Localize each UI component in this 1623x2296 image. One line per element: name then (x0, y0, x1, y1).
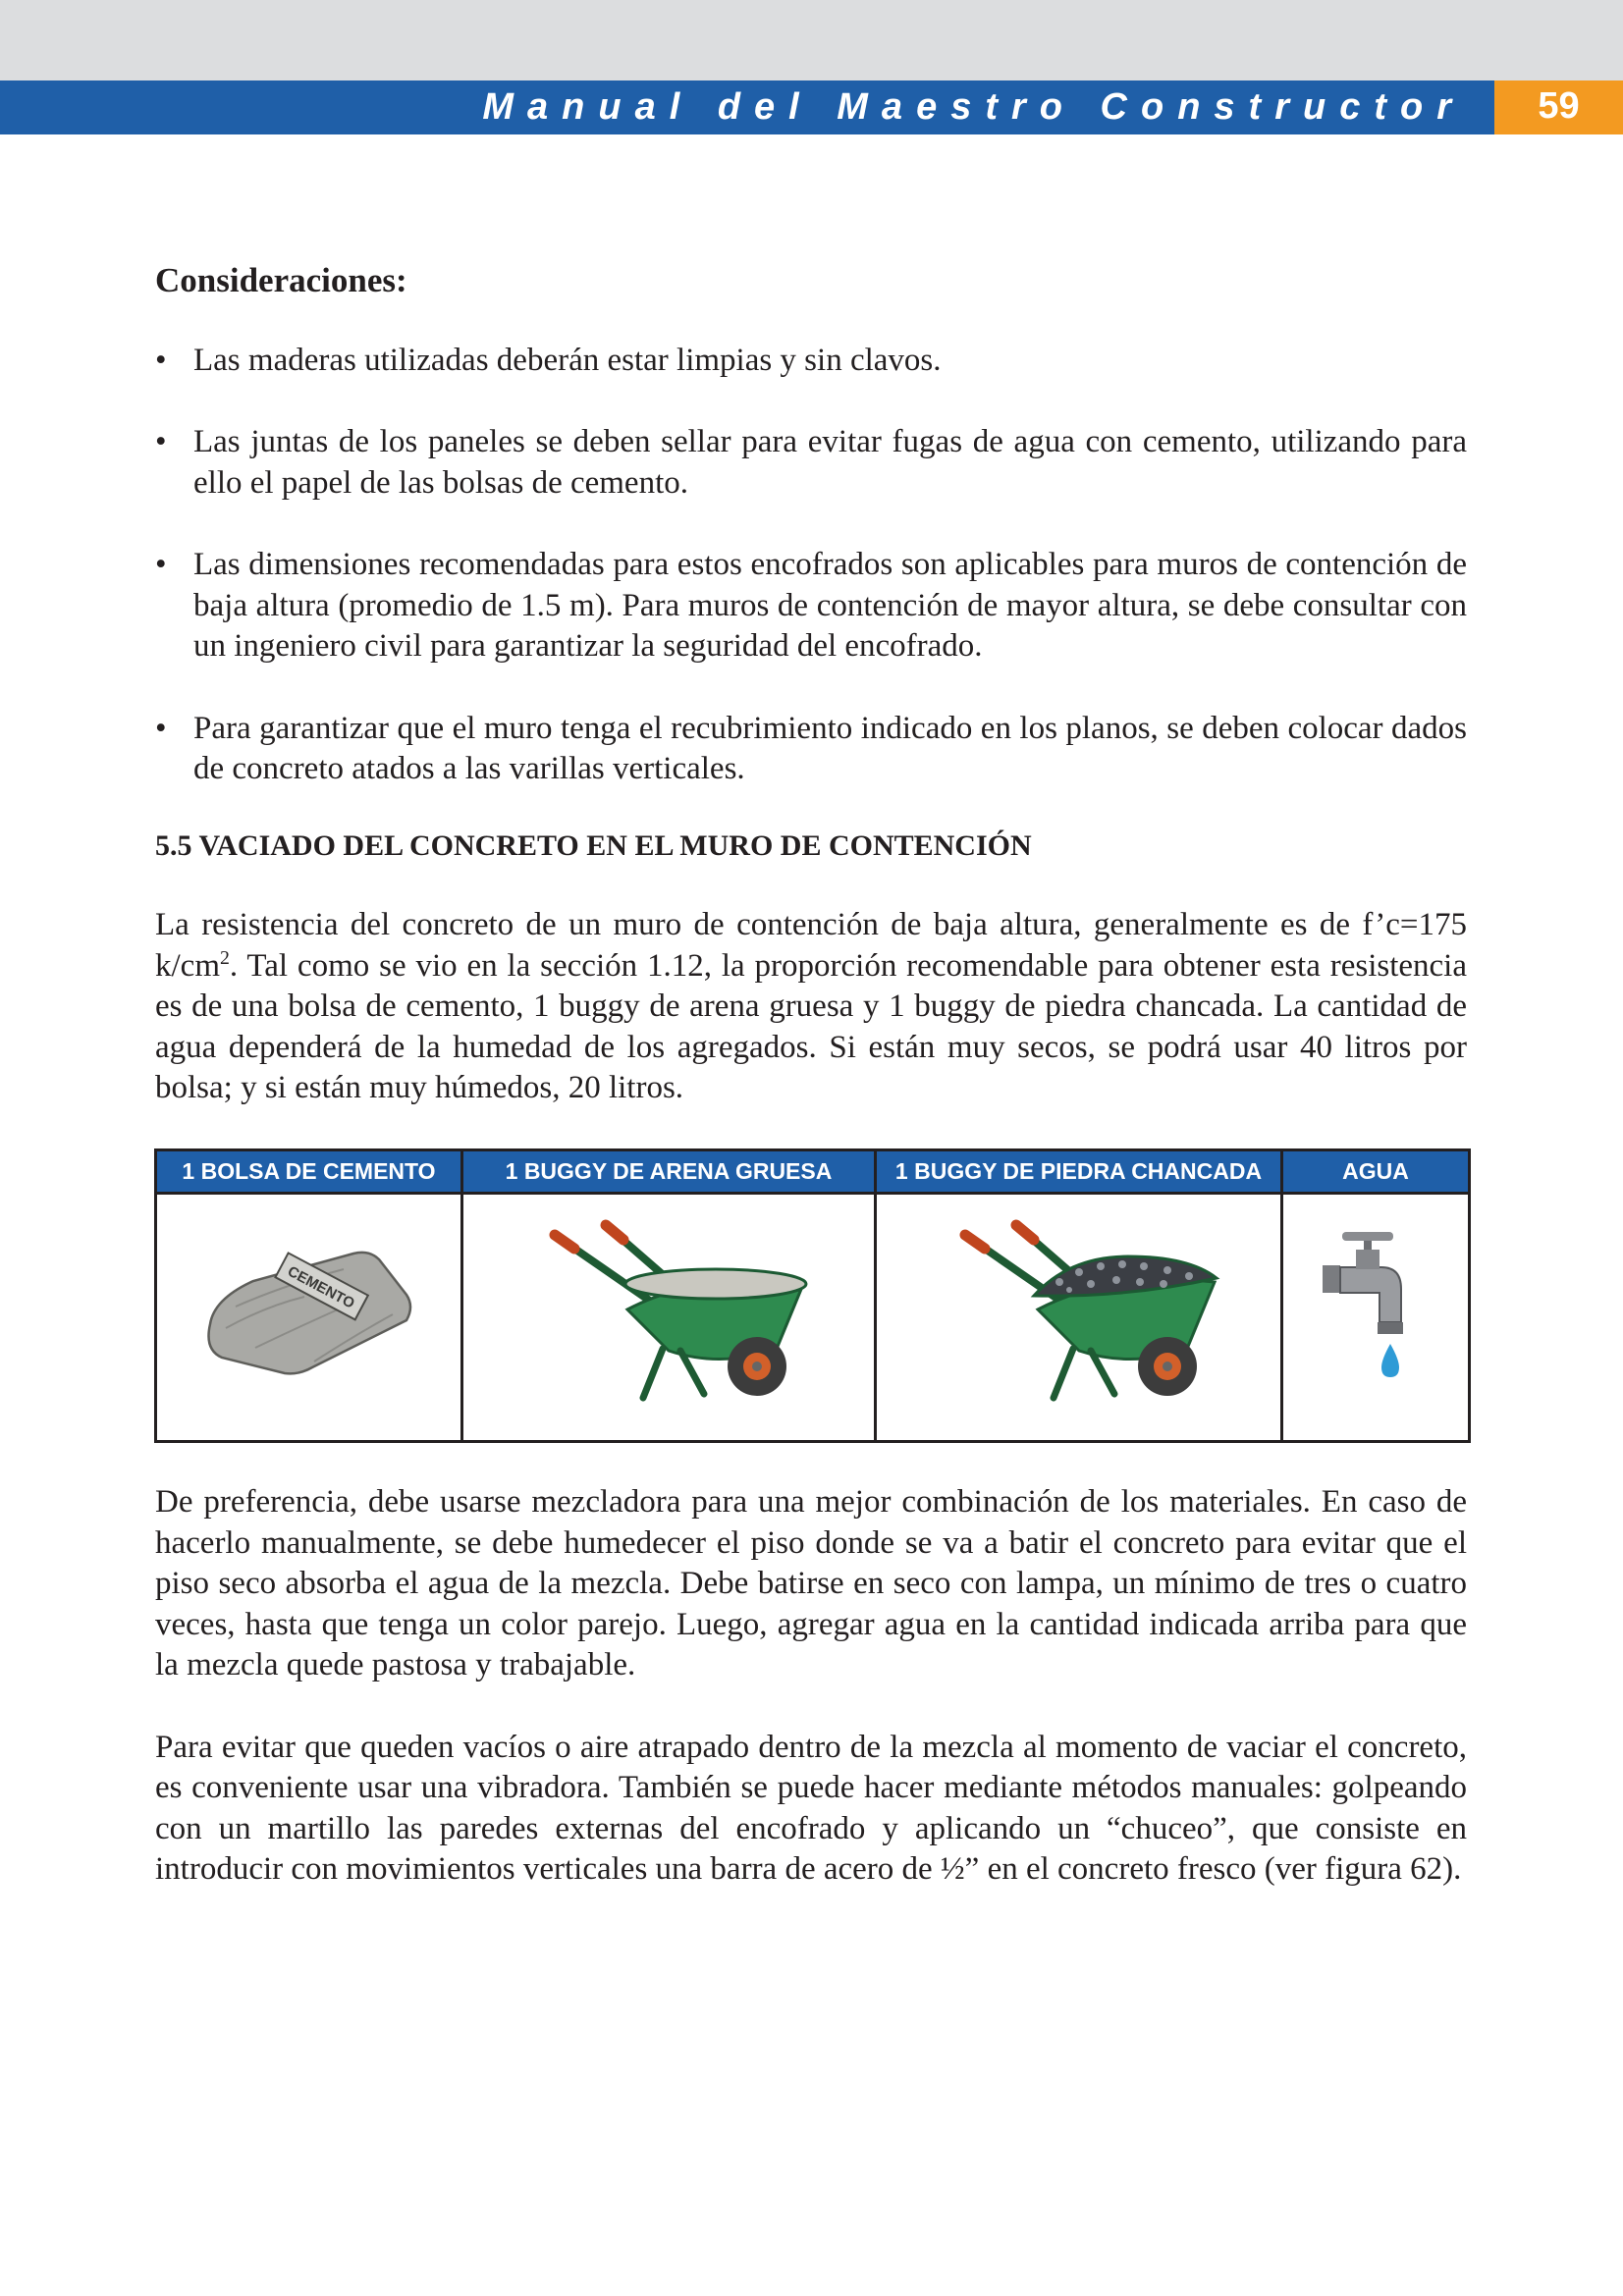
manual-title: Manual del Maestro Constructor (482, 86, 1465, 128)
list-item (155, 341, 1467, 382)
water-cell (1282, 1194, 1470, 1442)
intro-text-a: La resistencia del concreto de un muro de contención de baja altura, generalmente es de f’c=175 k/cm (155, 907, 1467, 984)
intro-text-b: . Tal como se vio en la sección 1.12, la proporción recomendable para obtener esta resistencia es de una bolsa de cemento, 1 buggy de arena gruesa y 1 buggy de piedra chancada. La cantidad de agua dependerá de la humedad de los agregados. Si están muy secos, se podrá usar 40 litros por bolsa; y si están muy húmedos, 20 litros. (155, 947, 1467, 1105)
page-number-box (1494, 80, 1623, 134)
bullet-icon: • (155, 424, 167, 459)
top-band (0, 0, 1623, 80)
cement-bag-icon (196, 1238, 422, 1385)
bullet-icon: • (155, 547, 167, 582)
page-content (155, 260, 1467, 1891)
considerations-heading: Consideraciones: (155, 261, 407, 299)
materials-table (154, 1148, 1471, 1444)
list-item-text: Para garantizar que el muro tenga el recubrimiento indicado en los planos, se deben colocar dados de concreto atados a las varillas verticales. (193, 710, 1467, 786)
materials-header-gravel: 1 BUGGY DE PIEDRA CHANCADA (876, 1149, 1282, 1194)
bullet-icon: • (155, 342, 167, 378)
list-item-text: Las maderas utilizadas deberán estar limpias y sin clavos. (193, 342, 942, 378)
paragraph-vibration: Para evitar que queden vacíos o aire atrapado dentro de la mezcla al momento de vaciar el concreto, es conveniente usar una vibradora. También se puede hacer mediante métodos manuales: golpeando con un martillo las paredes externas del encofrado y aplicando un “chuceo”, que consiste en introducir con movimientos verticales una barra de acero de ½” en el concreto fresco (ver figura 62). (155, 1729, 1467, 1887)
gravel-cell (876, 1194, 1282, 1442)
header-bar (0, 80, 1494, 134)
water-faucet-icon (1317, 1228, 1434, 1395)
bag-label: CEMENTO (284, 1262, 357, 1313)
list-item (155, 545, 1467, 667)
list-item (155, 422, 1467, 504)
materials-header-cement: 1 BOLSA DE CEMENTO (156, 1149, 462, 1194)
considerations-list (155, 341, 1467, 790)
list-item-text: Las dimensiones recomendadas para estos encofrados son aplicables para muros de contención de baja altura (promedio de 1.5 m). Para muros de contención de mayor altura, se debe consultar con un ingeniero civil para garantizar la seguridad del encofrado. (193, 547, 1467, 664)
bullet-icon: • (155, 710, 167, 746)
wheelbarrow-sand-icon (512, 1213, 826, 1410)
list-item (155, 709, 1467, 790)
sand-cell (462, 1194, 876, 1442)
materials-header-sand: 1 BUGGY DE ARENA GRUESA (462, 1149, 876, 1194)
page-number: 59 (1538, 85, 1580, 127)
materials-header-water: AGUA (1282, 1149, 1470, 1194)
paragraph-mixing: De preferencia, debe usarse mezcladora para una mejor combinación de los materiales. En caso de hacerlo manualmente, se debe humedecer el piso donde se va a batir el concreto para evitar que el piso seco absorba el agua de la mezcla. Debe batirse en seco con lampa, un mínimo de tres o cuatro veces, hasta que tenga un color parejo. Luego, agregar agua en la cantidad indicada arriba para que la mezcla quede pastosa y trabajable. (155, 1484, 1467, 1682)
cement-cell (156, 1194, 462, 1442)
wheelbarrow-gravel-icon (922, 1213, 1236, 1410)
section-title: 5.5 VACIADO DEL CONCRETO EN EL MURO DE CONTENCIÓN (155, 828, 1032, 862)
list-item-text: Las juntas de los paneles se deben sellar para evitar fugas de agua con cemento, utilizando para ello el papel de las bolsas de cemento. (193, 424, 1467, 501)
intro-paragraph (155, 905, 1467, 1109)
superscript: 2 (219, 946, 230, 969)
